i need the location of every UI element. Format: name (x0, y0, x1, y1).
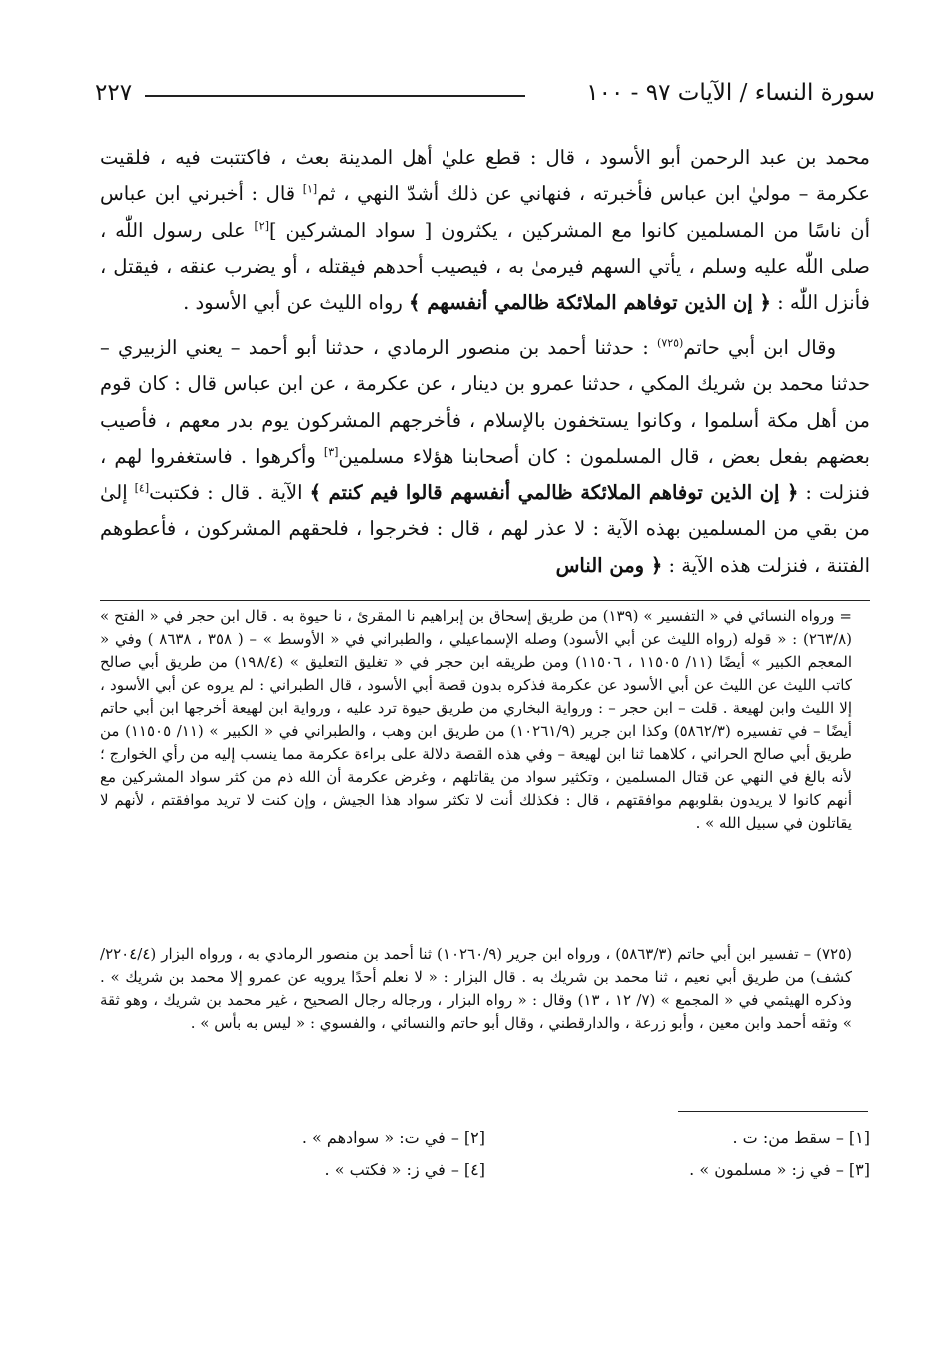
p2-text-c: وأكرهوا . فاستغفروا لهم ، فنزلت : (100, 444, 871, 505)
main-paragraph-2 (100, 330, 870, 584)
notes-row (100, 1128, 870, 1160)
p1-text-a: محمد بن عبد الرحمن أبو الأسود ، قال : قطع عليٰ أهل المدينة بعث ، فاكتتبت فيه ، فلقيت عكرمة – موليٰ ابن عباس فأخبرته ، فنهاني عن ذلك أشدّ النهي ، ثم (100, 146, 870, 206)
p2-text-d: الآية . قال : فكتبت (149, 481, 310, 505)
running-title: سورة النساء / الآيات ٩٧ - ١٠٠ (586, 80, 875, 106)
p1-text-b: قال : أخبرني ابن عباس أن ناسًا من المسلمين كانوا مع المشركين ، يكثرون [ سواد المشركين ] (100, 182, 870, 242)
p2-text-a: وقال ابن أبي حاتم (683, 336, 836, 359)
quran-verse-3: ﴿ ومن الناس (555, 553, 663, 577)
page-header (95, 80, 875, 114)
note-1: [١] – سقط من: ت . (732, 1128, 870, 1147)
page-number: ٢٢٧ (95, 80, 133, 106)
footnote-continued: = ورواه النسائي في « التفسير » (١٣٩) من طريق إسحاق بن إبراهيم نا المقرئ ، نا حيوة به . قال ابن حجر في « الفتح » (٢٦٣/٨) : « قوله (رواه الليث عن أبي الأسود) وصله الإسماعيلي ، والطبراني في « الأوسط » – ( ٣٥٨ ، ٨٦٣٨ ) وفي « المعجم الكبير » أيضًا (١١/ ١١٥٠٥ ، ١١٥٠٦) ومن طريقه ابن حجر في « تغليق التعليق » (١٩٨/٤) من طريق أبي صالح كاتب الليث عن الليث عن أبي الأسود عن عكرمة فذكره بدون قصة أبي الأسود ، قال الطبراني : لم يروه عن أبي الأسود ، إلا الليث وابن لهيعة . قلت – ابن حجر – : ورواية البخاري من طريق حيوة ترد عليه ، ورواية ابن لهيعة أخرجها ابن أبي حاتم أيضًا – في تفسيره (٥٨٦٢/٣) وكذا ابن جرير (١٠٢٦١/٩) من طريق ابن وهب ، والطبراني في « الكبير » (١١/ ١١٥٠٥) من طريق أبي صالح الحراني ، كلاهما ثنا ابن لهيعة – وفي هذه القصة دلالة على براءة عكرمة مما ينسب إليه من رأي الخوارج ؛ لأنه بالغ في النهي عن قتال المسلمين ، وتكثير سواد من يقاتلهم ، وغرض عكرمة أن الله ذم من كثر سواد المشركين مع أنهم كانوا لا يريدون بقلوبهم موافقتهم ، قال : فكذلك أنت لا تكثر سواد هذا الجيش ، وإن كنت لا تريد موافقتم ، لأنهم لا يقاتلون في سبيل الله » . (100, 607, 853, 832)
header-rule (145, 95, 525, 97)
notes-row (100, 1160, 870, 1192)
p1-text-c: على رسول اللّٰه ، صلى اللّٰه عليه وسلم ، يأتي السهم فيرمىٰ به ، فيصيب أحدهم فيقتله ، أو يضرب عنقه ، فيقتل ، فأنزل اللّٰه : (100, 218, 870, 315)
footnote-ref-3: [٣] (323, 445, 339, 459)
notes-divider (678, 1111, 868, 1112)
textual-notes (100, 1128, 870, 1192)
footnote-725: (٧٢٥) – تفسير ابن أبي حاتم (٥٨٦٣/٣) ، ورواه ابن جرير (١٠٢٦٠/٩) ثنا أحمد بن منصور الرمادي به ، ورواه البزار (٢٢٠٤/٤/ كشف) من طريق أبي نعيم ، ثنا محمد بن شريك به . قال البزار : « لا نعلم أحدًا يرويه عن عمرو إلا محمد بن شريك » . وذكره الهيثمي في « المجمع » (٧/ ١٢ ، ١٣) وقال : « رواه البزار ، ورجاله رجال الصحيح ، غير محمد بن شريك ، وهو ثقة » وثقه أحمد وابن معين ، وأبو زرعة ، والدارقطني ، وقال أبو حاتم والنسائي ، والفسوي : « ليس به بأس » . (100, 945, 853, 1032)
note-3: [٣] – في ز: « مسلمون » . (689, 1160, 870, 1179)
note-4: [٤] – في ز: « فكتب » . (324, 1160, 485, 1179)
p2-text-b: : حدثنا أحمد بن منصور الرمادي ، حدثنا أبو أحمد – يعني الزبيري – حدثنا محمد بن شريك المكي ، حدثنا عمرو بن دينار ، عن عكرمة ، عن ابن عباس قال : كان قوم من أهل مكة أسلموا ، وكانوا يستخفون بالإسلام ، فأخرجهم المشركون يوم بدر معهم ، فأصيب بعضهم بفعل بعض ، قال المسلمون : كان أصحابنا هؤلاء مسلمين (100, 336, 870, 468)
p1-text-d: رواه الليث عن أبي الأسود . (183, 291, 410, 315)
quran-verse-1: ﴿ إن الذين توفاهم الملائكة ظالمي أنفسهم ﴾ (409, 291, 771, 315)
p2-text-e: إلىٰ من بقي من المسلمين بهذه الآية : لا عذر لهم ، قال : فخرجوا ، فلحقهم المشركون ، فأعطوهم الفتنة ، فنزلت هذه الآية : (100, 481, 870, 577)
main-paragraph-1 (100, 140, 870, 321)
footnote-ref-1: [١] (302, 182, 318, 196)
hadith-number: (٧٢٥) (657, 336, 684, 350)
quran-verse-2: ﴿ إن الذين توفاهم الملائكة ظالمي أنفسهم قالوا فيم كنتم ﴾ (309, 481, 799, 505)
note-2: [٢] – في ت: « سوادهم » . (301, 1128, 485, 1147)
footnote-ref-4: [٤] (134, 481, 150, 495)
footnote-divider (100, 600, 870, 601)
footnote-ref-2: [٢] (254, 219, 269, 233)
